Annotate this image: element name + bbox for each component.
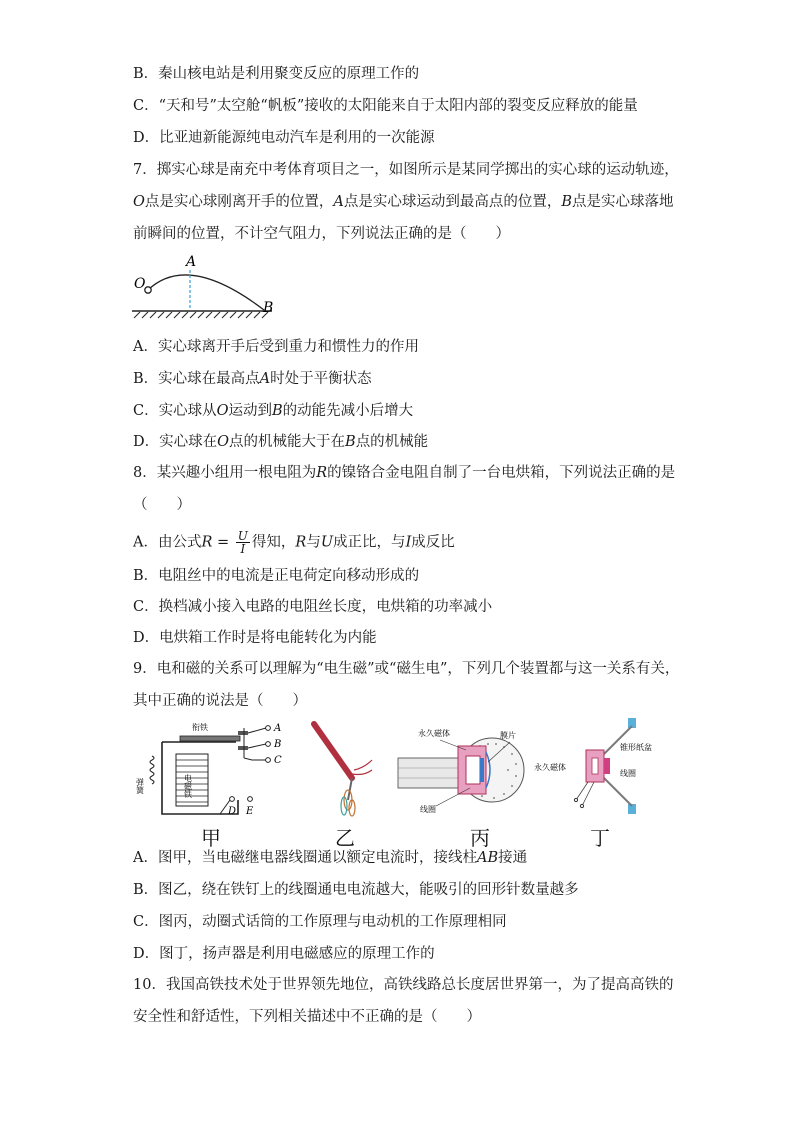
label-b: B xyxy=(263,300,274,316)
q8-opta-eq: = xyxy=(212,534,234,551)
q6-option-d: D．比亚迪新能源纯电动汽车是利用的一次能源 xyxy=(133,130,435,146)
q7-optc-var2: B xyxy=(272,403,283,419)
q9-option-c: C．图丙，动圈式话筒的工作原理与电动机的工作原理相同 xyxy=(133,914,507,930)
q10-stem-line1: 10．我国高铁技术处于世界领先地位，高铁线路总长度居世界第一，为了提高高铁的 xyxy=(133,977,674,993)
caption-yi: 乙 xyxy=(335,826,355,850)
q7-stem-line1: 7．掷实心球是南充中考体育项目之一，如图所示是某同学掷出的实心球的运动轨迹， xyxy=(133,162,679,178)
q7-stem-text-a: 点是实心球刚离开手的位置， xyxy=(144,194,334,210)
q7-optc-post: 的动能先减小后增大 xyxy=(282,403,414,419)
label-spring: 弹簧 xyxy=(135,778,145,794)
q8-opta-v1: R xyxy=(295,534,307,551)
q9-option-b: B．图乙，绕在铁钉上的线圈通电电流越大，能吸引的回形针数量越多 xyxy=(133,882,579,898)
q8-stem-line2: （ ） xyxy=(133,497,191,513)
ball-icon xyxy=(145,287,151,293)
q7-optc-mid: 运动到 xyxy=(228,403,272,419)
var-b: B xyxy=(561,194,573,210)
fraction-denominator: I xyxy=(240,542,246,556)
q7-optd-var1: O xyxy=(217,434,230,450)
q8-opta-v3: I xyxy=(405,534,412,551)
q8-opta-mid1: 得知， xyxy=(251,534,296,551)
fraction-numerator: U xyxy=(237,529,248,543)
caption-bing: 丙 xyxy=(470,826,490,850)
terminal-d-label: D xyxy=(228,806,237,817)
speaker-coil xyxy=(604,758,610,774)
q8-option-c: C．换档减小接入电路的电阻丝长度，电烘箱的功率减小 xyxy=(133,599,493,615)
label-mic-film: 膜片 xyxy=(500,731,516,740)
q6-option-b: B．秦山核电站是利用聚变反应的原理工作的 xyxy=(133,66,420,82)
q8-stem-var: R xyxy=(316,465,328,481)
label-armature: 衔铁 xyxy=(192,723,208,732)
q8-stem-post: 的镍铬合金电阻自制了一台电烘箱，下列说法正确的是 xyxy=(327,465,676,481)
q9-stem-line1: 9．电和磁的关系可以理解为“电生磁”或“磁生电”，下列几个装置都与这一关系有关， xyxy=(133,661,680,677)
spring-icon xyxy=(150,756,154,784)
q9-option-a xyxy=(133,848,527,868)
microphone-figure xyxy=(396,722,526,818)
label-o: O xyxy=(134,276,146,292)
q8-opta-v2: U xyxy=(320,534,334,551)
armature xyxy=(180,736,240,741)
q7-option-c xyxy=(133,401,413,421)
q7-optb-var: A xyxy=(259,371,271,387)
q8-opta-mid2: 与 xyxy=(306,534,321,551)
q8-stem-pre: 8．某兴趣小组用一根电阻为 xyxy=(133,465,317,481)
q6-option-c: C．“天和号”太空舱“帆板”接收的太阳能来自于太阳内部的裂变反应释放的能量 xyxy=(133,98,638,114)
terminal-c-label: C xyxy=(274,755,282,766)
q7-option-d xyxy=(133,432,428,452)
q9-opta-var: AB xyxy=(476,850,499,866)
q7-stem-text-e: 点是实心球落地 xyxy=(572,194,674,210)
q7-optd-post: 点的机械能 xyxy=(355,434,429,450)
var-a: A xyxy=(333,194,344,210)
q8-opta-r: R xyxy=(201,534,213,551)
label-speaker-magnet: 永久磁体 xyxy=(534,763,566,772)
q7-stem-line3: 前瞬间的位置，不计空气阻力，下列说法正确的是（ ） xyxy=(133,226,510,242)
terminal-e-label: E xyxy=(246,806,254,817)
q8-option-b: B．电阻丝中的电流是正电荷定向移动形成的 xyxy=(133,568,420,584)
label-speaker-coil: 线圈 xyxy=(620,769,636,778)
q9-opta-post: 接通 xyxy=(498,850,528,866)
q7-optb-post: 时处于平衡状态 xyxy=(270,371,372,387)
q7-optb-pre: B．实心球在最高点 xyxy=(133,371,260,387)
q9-stem-line2: 其中正确的说法是（ ） xyxy=(133,693,307,709)
q9-opta-pre: A．图甲，当电磁继电器线圈通以额定电流时，接线柱 xyxy=(133,850,477,866)
q7-trajectory-figure xyxy=(132,254,282,324)
label-electromagnet: 电磁铁 xyxy=(183,774,193,798)
q10-stem-line2: 安全性和舒适性，下列相关描述中不正确的是（ ） xyxy=(133,1009,481,1025)
terminal-a-label: A xyxy=(274,723,282,734)
relay-figure xyxy=(135,722,300,822)
label-mic-magnet: 永久磁体 xyxy=(418,729,450,738)
q7-optc-pre: C．实心球从 xyxy=(133,403,217,419)
q8-option-d: D．电烘箱工作时是将电能转化为内能 xyxy=(133,630,377,646)
microphone-coil xyxy=(480,758,484,782)
label-speaker-cone: 锥形纸盆 xyxy=(620,743,652,752)
q7-option-a: A．实心球离开手后受到重力和惯性力的作用 xyxy=(133,339,419,355)
fraction-u-over-i xyxy=(236,530,250,555)
q7-stem-line2 xyxy=(133,192,674,212)
q7-optc-var1: O xyxy=(216,403,229,419)
q7-option-b xyxy=(133,369,372,389)
label-a: A xyxy=(186,254,197,270)
q8-stem-line1 xyxy=(133,463,675,483)
nail-coil-figure xyxy=(308,720,378,820)
q7-stem-text-c: 点是实心球运动到最高点的位置， xyxy=(343,194,562,210)
q8-opta-post: 成反比 xyxy=(411,534,455,551)
caption-jia: 甲 xyxy=(201,826,221,850)
q8-opta-mid3: 成正比，与 xyxy=(333,534,406,551)
q7-optd-var2: B xyxy=(345,434,356,450)
caption-ding: 丁 xyxy=(590,826,610,850)
loudspeaker-figure xyxy=(532,716,662,818)
q8-option-a xyxy=(133,530,455,555)
terminal-b-label: B xyxy=(274,739,282,750)
q7-optd-mid: 点的机械能大于在 xyxy=(229,434,346,450)
q7-optd-pre: D．实心球在 xyxy=(133,434,218,450)
label-mic-coil: 线圈 xyxy=(420,805,436,814)
q8-opta-pre: A．由公式 xyxy=(133,534,202,551)
q9-option-d: D．图丁，扬声器是利用电磁感应的原理工作的 xyxy=(133,946,435,962)
var-o: O xyxy=(133,194,145,210)
